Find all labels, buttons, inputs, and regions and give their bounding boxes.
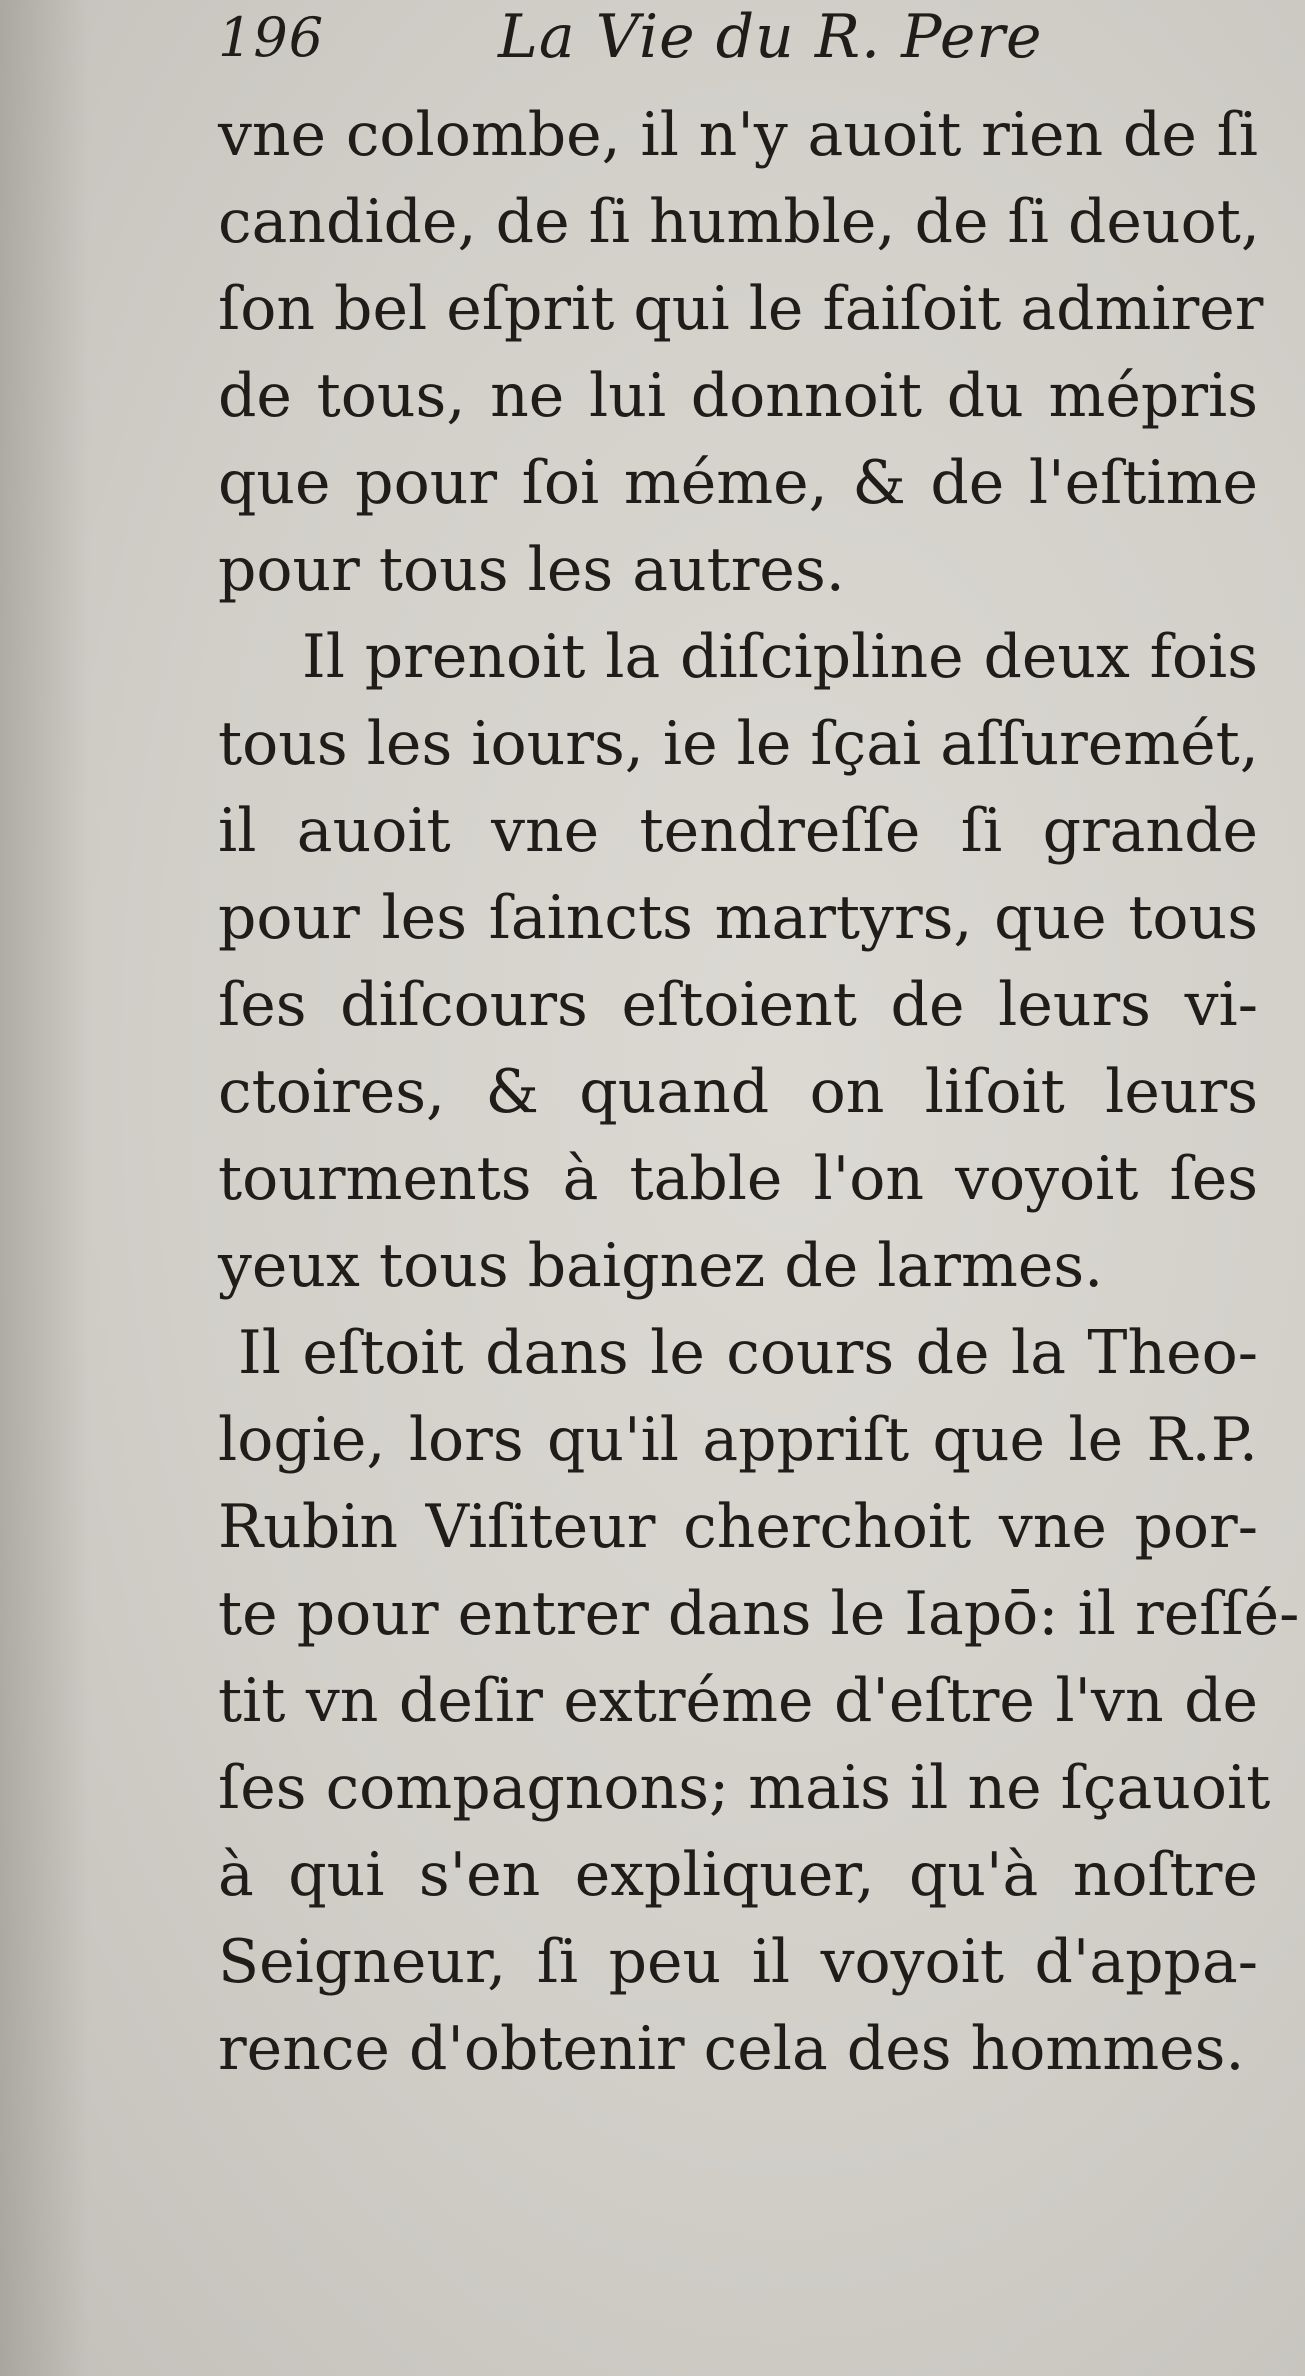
text-line: que pour ſoi méme, & de l'eſtime <box>218 448 1258 518</box>
text-line: rence d'obtenir cela des hommes. <box>218 2014 1245 2084</box>
text-line: Seigneur, ſi peu il voyoit d'appa- <box>218 1927 1258 1997</box>
text-line: te pour entrer dans le Iapō: il reſſé- <box>218 1579 1300 1649</box>
text-line: pour tous les autres. <box>218 535 845 605</box>
text-line: de tous, ne lui donnoit du mépris <box>218 361 1258 431</box>
text-line: ſes compagnons; mais il ne ſçauoit <box>218 1753 1271 1823</box>
text-line: tourments à table l'on voyoit ſes <box>218 1144 1258 1214</box>
text-line: il auoit vne tendreſſe ſi grande <box>218 796 1258 866</box>
paragraph-start-line: Il prenoit la diſcipline deux fois <box>302 622 1258 692</box>
paragraph-start-line: Il eſtoit dans le cours de la Theo- <box>238 1318 1258 1388</box>
text-line: pour les ſaincts martyrs, que tous <box>218 883 1258 953</box>
text-line: ſes diſcours eſtoient de leurs vi- <box>218 970 1258 1040</box>
body-text <box>218 92 1300 2093</box>
text-line: ſon bel eſprit qui le faiſoit admirer <box>218 274 1264 344</box>
text-line: Rubin Viſiteur cherchoit vne por- <box>218 1492 1258 1562</box>
page-gutter-shadow <box>0 0 90 2376</box>
page-number: 196 <box>218 6 325 69</box>
text-line: candide, de ſi humble, de ſi deuot, <box>218 187 1260 257</box>
page-header <box>218 0 1218 70</box>
text-line: logie, lors qu'il appriſt que le R.P. <box>218 1405 1258 1475</box>
text-line: yeux tous baignez de larmes. <box>218 1231 1104 1301</box>
text-line: à qui s'en expliquer, qu'à noſtre <box>218 1840 1258 1910</box>
text-line: vne colombe, il n'y auoit rien de ſi <box>218 100 1258 170</box>
running-head: La Vie du R. Pere <box>498 2 1043 72</box>
text-line: ctoires, & quand on liſoit leurs <box>218 1057 1258 1127</box>
text-line: tit vn deſir extréme d'eſtre l'vn de <box>218 1666 1258 1736</box>
text-line: tous les iours, ie le ſçai aſſuremét, <box>218 709 1259 779</box>
